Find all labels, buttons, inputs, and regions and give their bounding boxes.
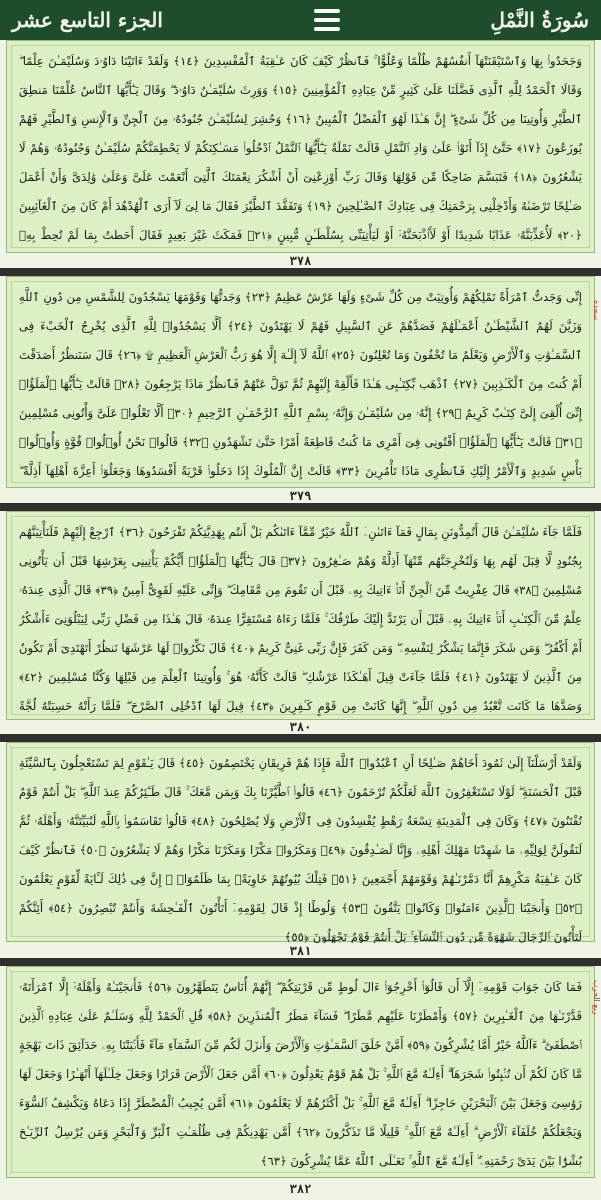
- page-text: إِنِّى وَجَدتُّ ٱمْرَأَةً تَمْلِكُهُمْ وَأُوتِيَتْ مِن كُلِّ شَىْءٍ وَلَهَا عَرْشٌ عَظِيمٌ ﴿٢٣﴾ وَجَدتُّهَا وَقَوْمَهَا يَسْجُدُونَ لِلشَّمْسِ مِن دُونِ ٱللَّهِ وَزَيَّنَ لَهُمُ ٱلشَّيْطَـٰنُ أَعْمَـٰلَهُمْ فَصَدَّهُمْ عَنِ ٱلسَّبِيلِ فَهُمْ لَا يَهْتَدُونَ ﴿٢٤﴾ أَلَّا يَسْجُدُوا۟ لِلَّهِ ٱلَّذِى يُخْرِجُ ٱلْخَبْءَ فِى ٱلسَّمَـٰوَٰتِ وَٱلْأَرْضِ وَيَعْلَمُ مَا تُخْفُونَ وَمَا تُعْلِنُونَ ﴿٢٥﴾ ٱللَّهُ لَآ إِلَـٰهَ إِلَّا هُوَ رَبُّ ٱلْعَرْشِ ٱلْعَظِيمِ ۩ ﴿٢٦﴾ قَالَ سَنَنظُرُ أَصَدَقْتَ أَمْ كُنتَ مِنَ ٱلْكَـٰذِبِينَ ﴿٢٧﴾ ٱذْهَب بِّكِتَـٰبِى هَـٰذَا فَأَلْقِهْ إِلَيْهِمْ ثُمَّ تَوَلَّ عَنْهُمْ فَٱنظُرْ مَاذَا يَرْجِعُونَ ﴿٢٨﴾ قَالَتْ يَـٰٓأَيُّهَا ٱلْمَلَؤُا۟ إِنِّىٓ أُلْقِىَ إِلَىَّ كِتَـٰبٌ كَرِيمٌ ﴿٢٩﴾ إِنَّهُۥ مِن سُلَيْمَـٰنَ وَإِنَّهُۥ بِسْمِ ٱللَّهِ ٱلرَّحْمَـٰنِ ٱلرَّحِيمِ ﴿٣٠﴾ أَلَّا تَعْلُوا۟ عَلَىَّ وَأْتُونِى مُسْلِمِينَ ﴿٣١﴾ قَالَتْ يَـٰٓأَيُّهَا ٱلْمَلَؤُا۟ أَفْتُونِى فِىٓ أَمْرِى مَا كُنتُ قَاطِعَةً أَمْرًا حَتَّىٰ تَشْهَدُونِ ﴿٣٢﴾ قَالُوا۟ نَحْنُ أُو۟لُوا۟ قُوَّةٍ وَأُو۟لُوا۟ بَأْسٍ شَدِيدٍ وَٱلْأَمْرُ إِلَيْكِ فَٱنظُرِى مَاذَا تَأْمُرِينَ ﴿٣٣﴾ قَالَتْ إِنَّ ٱلْمُلُوكَ إِذَا دَخَلُوا۟ قَرْيَةً أَفْسَدُوهَا وَجَعَلُوٓا۟ أَعِزَّةَ أَهْلِهَآ أَذِلَّةً ۖ: [19, 290, 582, 478]
- quran-page[interactable]: [6, 40, 595, 253]
- page-separator: [0, 268, 601, 276]
- page-separator: [0, 958, 601, 966]
- page-separator: [0, 734, 601, 742]
- quran-page[interactable]: [6, 511, 595, 720]
- page-number: ٣٧٨: [289, 254, 312, 268]
- page-number: ٣٨١: [289, 944, 312, 958]
- juz-title: الجزء التاسع عشر: [12, 8, 163, 32]
- page-text: وَلَقَدْ أَرْسَلْنَآ إِلَىٰ ثَمُودَ أَخَاهُمْ صَـٰلِحًا أَنِ ٱعْبُدُوا۟ ٱللَّهَ فَإِذَا هُمْ فَرِيقَانِ يَخْتَصِمُونَ ﴿٤٥﴾ قَالَ يَـٰقَوْمِ لِمَ تَسْتَعْجِلُونَ بِٱلسَّيِّئَةِ قَبْلَ ٱلْحَسَنَةِ ۖ لَوْلَا تَسْتَغْفِرُونَ ٱللَّهَ لَعَلَّكُمْ تُرْحَمُونَ ﴿٤٦﴾ قَالُوا۟ ٱطَّيَّرْنَا بِكَ وَبِمَن مَّعَكَ ۚ قَالَ طَـٰٓئِرُكُمْ عِندَ ٱللَّهِ ۖ بَلْ أَنتُمْ قَوْمٌ تُفْتَنُونَ ﴿٤٧﴾ وَكَانَ فِى ٱلْمَدِينَةِ تِسْعَةُ رَهْطٍ يُفْسِدُونَ فِى ٱلْأَرْضِ وَلَا يُصْلِحُونَ ﴿٤٨﴾ قَالُوا۟ تَقَاسَمُوا۟ بِٱللَّهِ لَنُبَيِّتَنَّهُۥ وَأَهْلَهُۥ ثُمَّ لَنَقُولَنَّ لِوَلِيِّهِۦ مَا شَهِدْنَا مَهْلِكَ أَهْلِهِۦ وَإِنَّا لَصَـٰدِقُونَ ﴿٤٩﴾ وَمَكَرُوا۟ مَكْرًا وَمَكَرْنَا مَكْرًا وَهُمْ لَا يَشْعُرُونَ ﴿٥٠﴾ فَٱنظُرْ كَيْفَ كَانَ عَـٰقِبَةُ مَكْرِهِمْ أَنَّا دَمَّرْنَـٰهُمْ وَقَوْمَهُمْ أَجْمَعِينَ ﴿٥١﴾ فَتِلْكَ بُيُوتُهُمْ خَاوِيَةًۢ بِمَا ظَلَمُوٓا۟ ۗ إِنَّ فِى ذَٰلِكَ لَـَٔايَةً لِّقَوْمٍ يَعْلَمُونَ ﴿٥٢﴾ وَأَنجَيْنَا ٱلَّذِينَ ءَامَنُوا۟ وَكَانُوا۟ يَتَّقُونَ ﴿٥٣﴾ وَلُوطًا إِذْ قَالَ لِقَوْمِهِۦٓ أَتَأْتُونَ ٱلْفَـٰحِشَةَ وَأَنتُمْ تُبْصِرُونَ ﴿٥٤﴾ أَئِنَّكُمْ لَتَأْتُونَ ٱلرِّجَالَ شَهْوَةً مِّن دُونِ ٱلنِّسَآءِ ۚ بَلْ أَنتُمْ قَوْمٌ تَجْهَلُونَ ﴿٥٥﴾: [19, 756, 582, 943]
- quran-page[interactable]: [6, 742, 595, 942]
- page-number: ٣٧٩: [289, 489, 312, 503]
- top-bar: [0, 0, 601, 40]
- page-number: ٣٨٢: [289, 1182, 312, 1196]
- page-number: ٣٨٠: [289, 720, 312, 734]
- hizb-quarter-marker: ربع الحزب: [592, 979, 601, 1015]
- page-text: فَمَا كَانَ جَوَابَ قَوْمِهِۦٓ إِلَّآ أَن قَالُوٓا۟ أَخْرِجُوٓا۟ ءَالَ لُوطٍ مِّن قَرْيَتِكُمْ ۖ إِنَّهُمْ أُنَاسٌ يَتَطَهَّرُونَ ﴿٥٦﴾ فَأَنجَيْنَـٰهُ وَأَهْلَهُۥٓ إِلَّا ٱمْرَأَتَهُۥ قَدَّرْنَـٰهَا مِنَ ٱلْغَـٰبِرِينَ ﴿٥٧﴾ وَأَمْطَرْنَا عَلَيْهِم مَّطَرًا ۖ فَسَآءَ مَطَرُ ٱلْمُنذَرِينَ ﴿٥٨﴾ قُلِ ٱلْحَمْدُ لِلَّهِ وَسَلَـٰمٌ عَلَىٰ عِبَادِهِ ٱلَّذِينَ ٱصْطَفَىٰٓ ۗ ءَآللَّهُ خَيْرٌ أَمَّا يُشْرِكُونَ ﴿٥٩﴾ أَمَّنْ خَلَقَ ٱلسَّمَـٰوَٰتِ وَٱلْأَرْضَ وَأَنزَلَ لَكُم مِّنَ ٱلسَّمَآءِ مَآءً فَأَنۢبَتْنَا بِهِۦ حَدَآئِقَ ذَاتَ بَهْجَةٍ مَّا كَانَ لَكُمْ أَن تُنۢبِتُوا۟ شَجَرَهَآ ۗ أَءِلَـٰهٌ مَّعَ ٱللَّهِ ۚ بَلْ هُمْ قَوْمٌ يَعْدِلُونَ ﴿٦٠﴾ أَمَّن جَعَلَ ٱلْأَرْضَ قَرَارًا وَجَعَلَ خِلَـٰلَهَآ أَنْهَـٰرًا وَجَعَلَ لَهَا رَوَٰسِىَ وَجَعَلَ بَيْنَ ٱلْبَحْرَيْنِ حَاجِزًا ۗ أَءِلَـٰهٌ مَّعَ ٱللَّهِ ۚ بَلْ أَكْثَرُهُمْ لَا يَعْلَمُونَ ﴿٦١﴾ أَمَّن يُجِيبُ ٱلْمُضْطَرَّ إِذَا دَعَاهُ وَيَكْشِفُ ٱلسُّوٓءَ وَيَجْعَلُكُمْ خُلَفَآءَ ٱلْأَرْضِ ۗ أَءِلَـٰهٌ مَّعَ ٱللَّهِ ۚ قَلِيلًا مَّا تَذَكَّرُونَ ﴿٦٢﴾ أَمَّن يَهْدِيكُمْ فِى ظُلُمَـٰتِ ٱلْبَرِّ وَٱلْبَحْرِ وَمَن يُرْسِلُ ٱلرِّيَـٰحَ بُشْرًۢا بَيْنَ يَدَىْ رَحْمَتِهِۦٓ ۗ أَءِلَـٰهٌ مَّعَ ٱللَّهِ ۚ تَعَـٰلَى ٱللَّهُ عَمَّا يُشْرِكُونَ ﴿٦٣﴾: [19, 980, 582, 1168]
- page-text: فَلَمَّا جَآءَ سُلَيْمَـٰنَ قَالَ أَتُمِدُّونَنِ بِمَالٍ فَمَآ ءَاتَىٰنِۦَ ٱللَّهُ خَيْرٌ مِّمَّآ ءَاتَىٰكُم بَلْ أَنتُم بِهَدِيَّتِكُمْ تَفْرَحُونَ ﴿٣٦﴾ ٱرْجِعْ إِلَيْهِمْ فَلَنَأْتِيَنَّهُم بِجُنُودٍ لَّا قِبَلَ لَهُم بِهَا وَلَنُخْرِجَنَّهُم مِّنْهَآ أَذِلَّةً وَهُمْ صَـٰغِرُونَ ﴿٣٧﴾ قَالَ يَـٰٓأَيُّهَا ٱلْمَلَؤُا۟ أَيُّكُمْ يَأْتِينِى بِعَرْشِهَا قَبْلَ أَن يَأْتُونِى مُسْلِمِينَ ﴿٣٨﴾ قَالَ عِفْرِيتٌ مِّنَ ٱلْجِنِّ أَنَا۠ ءَاتِيكَ بِهِۦ قَبْلَ أَن تَقُومَ مِن مَّقَامِكَ ۖ وَإِنِّى عَلَيْهِ لَقَوِىٌّ أَمِينٌ ﴿٣٩﴾ قَالَ ٱلَّذِى عِندَهُۥ عِلْمٌ مِّنَ ٱلْكِتَـٰبِ أَنَا۠ ءَاتِيكَ بِهِۦ قَبْلَ أَن يَرْتَدَّ إِلَيْكَ طَرْفُكَ ۚ فَلَمَّا رَءَاهُ مُسْتَقِرًّا عِندَهُۥ قَالَ هَـٰذَا مِن فَضْلِ رَبِّى لِيَبْلُوَنِىٓ ءَأَشْكُرُ أَمْ أَكْفُرُ ۖ وَمَن شَكَرَ فَإِنَّمَا يَشْكُرُ لِنَفْسِهِۦ ۖ وَمَن كَفَرَ فَإِنَّ رَبِّى غَنِىٌّ كَرِيمٌ ﴿٤٠﴾ قَالَ نَكِّرُوا۟ لَهَا عَرْشَهَا نَنظُرْ أَتَهْتَدِىٓ أَمْ تَكُونُ مِنَ ٱلَّذِينَ لَا يَهْتَدُونَ ﴿٤١﴾ فَلَمَّا جَآءَتْ قِيلَ أَهَـٰكَذَا عَرْشُكِ ۖ قَالَتْ كَأَنَّهُۥ هُوَ ۚ وَأُوتِينَا ٱلْعِلْمَ مِن قَبْلِهَا وَكُنَّا مُسْلِمِينَ ﴿٤٢﴾ وَصَدَّهَا مَا كَانَت تَّعْبُدُ مِن دُونِ ٱللَّهِ ۖ إِنَّهَا كَانَتْ مِن قَوْمٍ كَـٰفِرِينَ ﴿٤٣﴾ قِيلَ لَهَا ٱدْخُلِى ٱلصَّرْحَ ۖ فَلَمَّا رَأَتْهُ حَسِبَتْهُ لُجَّةً: [19, 525, 582, 713]
- page-text: وَجَحَدُوا۟ بِهَا وَٱسْتَيْقَنَتْهَآ أَنفُسُهُمْ ظُلْمًا وَعُلُوًّا ۚ فَٱنظُرْ كَيْفَ كَانَ عَـٰقِبَةُ ٱلْمُفْسِدِينَ ﴿١٤﴾ وَلَقَدْ ءَاتَيْنَا دَاوُۥدَ وَسُلَيْمَـٰنَ عِلْمًا ۖ وَقَالَا ٱلْحَمْدُ لِلَّهِ ٱلَّذِى فَضَّلَنَا عَلَىٰ كَثِيرٍ مِّنْ عِبَادِهِ ٱلْمُؤْمِنِينَ ﴿١٥﴾ وَوَرِثَ سُلَيْمَـٰنُ دَاوُۥدَ ۖ وَقَالَ يَـٰٓأَيُّهَا ٱلنَّاسُ عُلِّمْنَا مَنطِقَ ٱلطَّيْرِ وَأُوتِينَا مِن كُلِّ شَىْءٍ ۖ إِنَّ هَـٰذَا لَهُوَ ٱلْفَضْلُ ٱلْمُبِينُ ﴿١٦﴾ وَحُشِرَ لِسُلَيْمَـٰنَ جُنُودُهُۥ مِنَ ٱلْجِنِّ وَٱلْإِنسِ وَٱلطَّيْرِ فَهُمْ يُوزَعُونَ ﴿١٧﴾ حَتَّىٰٓ إِذَآ أَتَوْا۟ عَلَىٰ وَادِ ٱلنَّمْلِ قَالَتْ نَمْلَةٌ يَـٰٓأَيُّهَا ٱلنَّمْلُ ٱدْخُلُوا۟ مَسَـٰكِنَكُمْ لَا يَحْطِمَنَّكُمْ سُلَيْمَـٰنُ وَجُنُودُهُۥ وَهُمْ لَا يَشْعُرُونَ ﴿١٨﴾ فَتَبَسَّمَ ضَاحِكًا مِّن قَوْلِهَا وَقَالَ رَبِّ أَوْزِعْنِىٓ أَنْ أَشْكُرَ نِعْمَتَكَ ٱلَّتِىٓ أَنْعَمْتَ عَلَىَّ وَعَلَىٰ وَٰلِدَىَّ وَأَنْ أَعْمَلَ صَـٰلِحًا تَرْضَىٰهُ وَأَدْخِلْنِى بِرَحْمَتِكَ فِى عِبَادِكَ ٱلصَّـٰلِحِينَ ﴿١٩﴾ وَتَفَقَّدَ ٱلطَّيْرَ فَقَالَ مَا لِىَ لَآ أَرَى ٱلْهُدْهُدَ أَمْ كَانَ مِنَ ٱلْغَآئِبِينَ ﴿٢٠﴾ لَأُعَذِّبَنَّهُۥ عَذَابًا شَدِيدًا أَوْ لَأَا۟ذْبَحَنَّهُۥٓ أَوْ لَيَأْتِيَنِّى بِسُلْطَـٰنٍ مُّبِينٍ ﴿٢١﴾ فَمَكَثَ غَيْرَ بَعِيدٍ فَقَالَ أَحَطتُ بِمَا لَمْ تُحِطْ بِهِۦ: [19, 54, 582, 242]
- surah-title: سُورَةُ النَّمْلِ: [490, 8, 589, 32]
- hamburger-menu-icon[interactable]: [307, 5, 347, 35]
- page-separator: [0, 503, 601, 511]
- quran-page[interactable]: [6, 276, 595, 488]
- quran-page[interactable]: [6, 966, 595, 1178]
- sajdah-marker: سجدة: [592, 299, 601, 321]
